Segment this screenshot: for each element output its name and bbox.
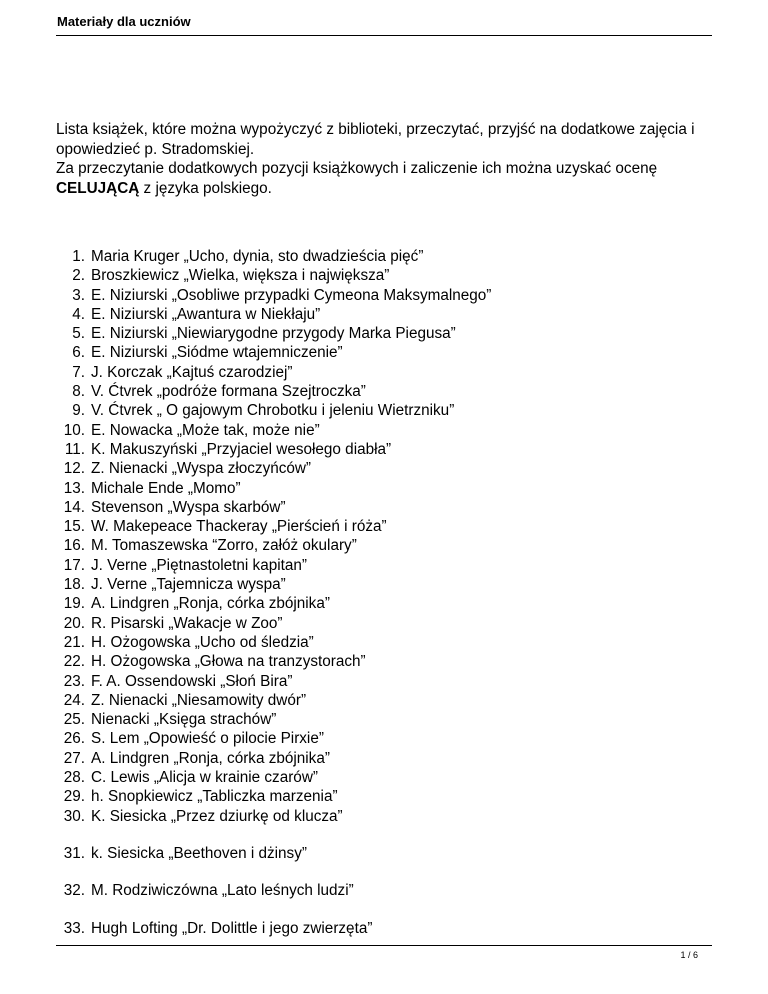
book-list-item <box>56 363 716 382</box>
book-title: S. Lem „Opowieść o pilocie Pirxie” <box>91 730 324 748</box>
book-number: 1. <box>72 248 85 265</box>
book-number: 20. <box>63 614 85 632</box>
book-title: M. Rodziwiczówna „Lato leśnych ludzi” <box>91 882 354 900</box>
book-list-item <box>56 343 716 362</box>
book-number: 11. <box>64 440 85 458</box>
book-list-item <box>56 401 716 420</box>
book-number: 2. <box>72 267 85 285</box>
book-list-item <box>56 691 716 710</box>
book-title: V. Ćtvrek „podróże formana Szejtroczka” <box>91 383 366 401</box>
book-title: E. Niziurski „Niewiarygodne przygody Marka Piegusa” <box>91 325 456 343</box>
book-title: M. Tomaszewska “Zorro, załóż okulary” <box>91 537 357 555</box>
book-number: 17. <box>63 556 85 574</box>
book-list-item <box>56 594 716 613</box>
book-list-item <box>56 440 716 459</box>
book-number: 22. <box>63 653 85 671</box>
book-title: C. Lewis „Alicja w krainie czarów” <box>91 769 318 787</box>
book-list-item <box>56 729 716 748</box>
book-list <box>56 247 716 938</box>
book-title: J. Verne „Tajemnicza wyspa” <box>91 576 286 594</box>
book-list-item <box>56 498 716 517</box>
book-number: 27. <box>63 749 85 767</box>
book-list-item <box>56 305 716 324</box>
book-title: E. Niziurski „Siódme wtajemniczenie” <box>91 344 343 362</box>
book-list-item <box>56 286 716 305</box>
book-number: 26. <box>63 730 85 748</box>
page-header-title: Materiały dla uczniów <box>57 14 191 29</box>
book-list-item <box>56 787 716 806</box>
book-list-item <box>56 807 716 826</box>
intro-grade-sentence: Za przeczytanie dodatkowych pozycji książkowych i zaliczenie ich można uzyskać ocenę <box>56 160 658 177</box>
book-title: Hugh Lofting „Dr. Dolittle i jego zwierzęta” <box>91 919 373 937</box>
book-number: 29. <box>63 788 85 806</box>
book-title: A. Lindgren „Ronja, córka zbójnika” <box>91 749 330 767</box>
book-title: J. Verne „Piętnastoletni kapitan” <box>91 556 307 574</box>
book-title: h. Snopkiewicz „Tabliczka marzenia” <box>91 788 338 806</box>
book-title: Nienacki „Księga strachów” <box>91 711 277 729</box>
grade-highlight: CELUJĄCĄ <box>56 179 140 197</box>
book-number: 6. <box>72 344 85 362</box>
book-number: 4. <box>72 305 85 323</box>
intro-paragraph-2 <box>56 159 716 198</box>
book-number: 13. <box>63 479 85 497</box>
book-list-item <box>56 459 716 478</box>
intro-text <box>56 120 716 198</box>
book-number: 7. <box>72 363 85 381</box>
book-list-item <box>56 556 716 575</box>
book-list-item <box>56 382 716 401</box>
book-number: 9. <box>72 402 85 420</box>
book-list-item <box>56 517 716 536</box>
intro-grade-subject: z języka polskiego. <box>139 179 272 197</box>
book-title: J. Korczak „Kajtuś czarodziej” <box>91 363 293 381</box>
book-number: 5. <box>72 325 85 343</box>
book-number: 14. <box>63 498 85 516</box>
book-title: E. Niziurski „Awantura w Niekłaju” <box>91 305 321 323</box>
book-number: 23. <box>63 672 85 690</box>
book-number: 10. <box>63 421 85 439</box>
book-list-item <box>56 768 716 787</box>
book-title: E. Niziurski „Osobliwe przypadki Cymeona Maksymalnego” <box>91 286 492 304</box>
book-title: A. Lindgren „Ronja, córka zbójnika” <box>91 595 330 613</box>
book-title: Z. Nienacki „Niesamowity dwór” <box>91 691 307 709</box>
book-title: k. Siesicka „Beethoven i dżinsy” <box>91 844 307 862</box>
book-list-item <box>56 749 716 768</box>
book-title: E. Nowacka „Może tak, może nie” <box>91 421 320 439</box>
book-number: 3. <box>72 286 85 304</box>
book-number: 12. <box>63 460 85 478</box>
book-number: 30. <box>63 807 85 825</box>
book-number: 24. <box>63 691 85 709</box>
book-list-item <box>56 614 716 633</box>
book-list-item <box>56 710 716 729</box>
book-list-item <box>56 672 716 691</box>
book-number: 16. <box>63 537 85 555</box>
book-title: K. Makuszyński „Przyjaciel wesołego diabła” <box>91 440 392 458</box>
book-title: K. Siesicka „Przez dziurkę od klucza” <box>91 807 343 825</box>
book-number: 33. <box>63 919 85 937</box>
book-number: 18. <box>63 576 85 594</box>
book-number: 21. <box>63 633 85 651</box>
book-title: Stevenson „Wyspa skarbów” <box>91 498 286 516</box>
book-title: Broszkiewicz „Wielka, większa i największa” <box>91 267 390 285</box>
book-list-item <box>56 844 716 863</box>
book-number: 32. <box>63 882 85 900</box>
book-list-item <box>56 633 716 652</box>
book-list-item <box>56 919 716 938</box>
book-list-item <box>56 881 716 900</box>
book-list-item <box>56 421 716 440</box>
intro-paragraph-1: Lista książek, które można wypożyczyć z biblioteki, przeczytać, przyjść na dodatkowe zajęcia i opowiedzieć p. Stradomskiej. <box>56 121 695 158</box>
book-title: Maria Kruger „Ucho, dynia, sto dwadzieścia pięć” <box>91 248 424 265</box>
page-number: 1 / 6 <box>680 950 698 960</box>
book-title: Z. Nienacki „Wyspa złoczyńców” <box>91 460 312 478</box>
book-title: F. A. Ossendowski „Słoń Bira” <box>91 672 293 690</box>
book-title: V. Ćtvrek „ O gajowym Chrobotku i jeleniu Wietrzniku” <box>91 402 455 420</box>
book-title: Michale Ende „Momo” <box>91 479 241 497</box>
book-title: H. Ożogowska „Ucho od śledzia” <box>91 633 314 651</box>
page-header <box>56 13 712 36</box>
book-list-item <box>56 266 716 285</box>
book-number: 15. <box>63 518 85 536</box>
book-title: W. Makepeace Thackeray „Pierścień i róża” <box>91 518 387 536</box>
page-footer <box>56 945 712 960</box>
book-list-item <box>56 247 716 266</box>
book-list-item <box>56 575 716 594</box>
book-title: H. Ożogowska „Głowa na tranzystorach” <box>91 653 366 671</box>
book-number: 19. <box>63 595 85 613</box>
book-title: R. Pisarski „Wakacje w Zoo” <box>91 614 283 632</box>
book-list-item <box>56 324 716 343</box>
book-number: 31. <box>63 844 85 862</box>
book-number: 28. <box>63 769 85 787</box>
book-number: 25. <box>63 711 85 729</box>
book-list-item <box>56 536 716 555</box>
book-list-item <box>56 479 716 498</box>
book-number: 8. <box>72 383 85 401</box>
book-list-item <box>56 652 716 671</box>
